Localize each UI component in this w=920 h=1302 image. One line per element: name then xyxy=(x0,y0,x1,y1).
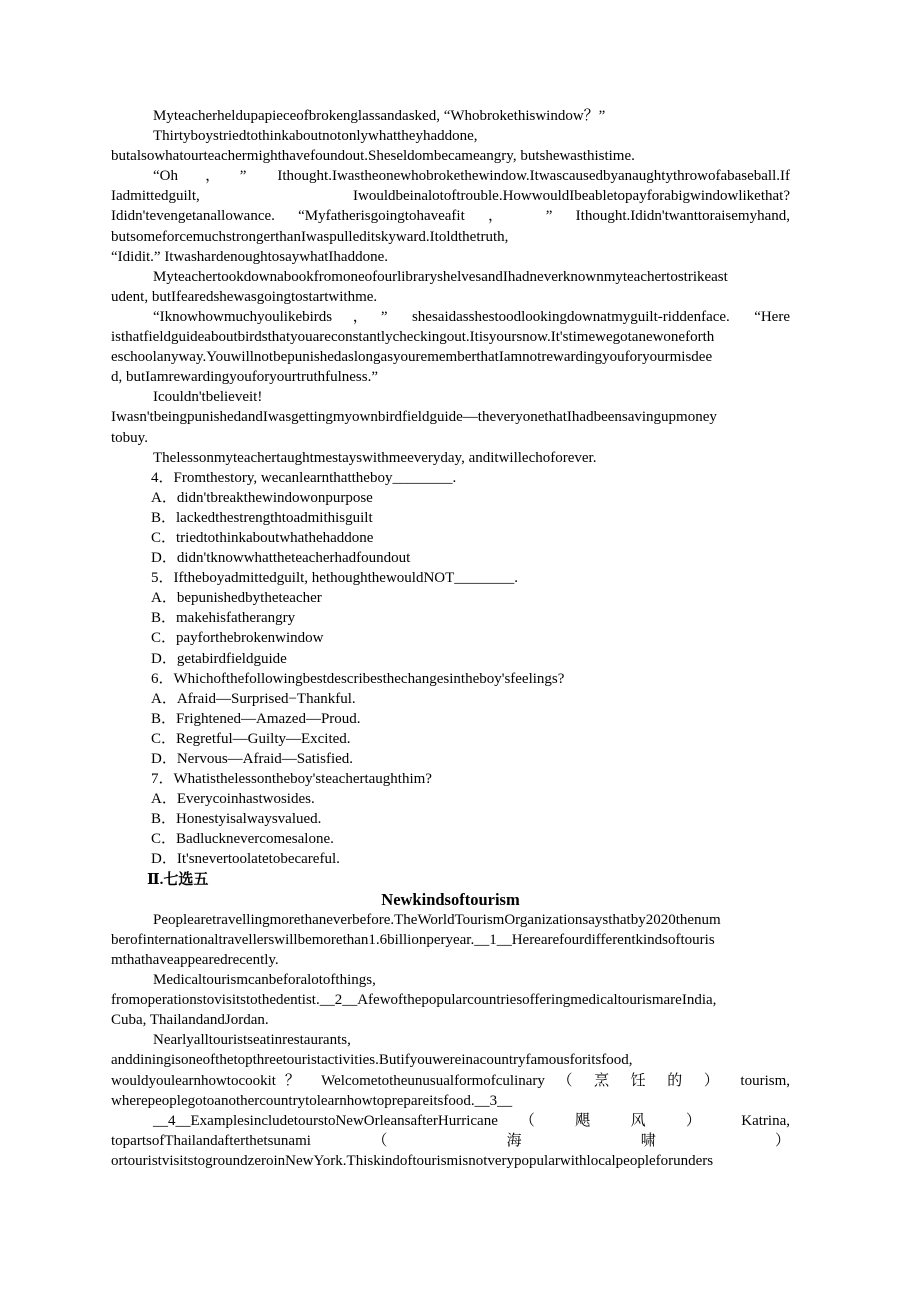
document-body xyxy=(111,106,790,1171)
text-line: wouldyoulearnhowtocookit？ Welcometotheunusualformofculinary （ 烹 饪 的 ） tourism, xyxy=(111,1072,790,1089)
text-line: Ididn'tevengetanallowance. “Myfatherisgoingtohaveafit ， ” Ithought.Ididn'twanttoraisemyhand, xyxy=(111,208,790,225)
text-line: 5．Iftheboyadmittedguilt, hethoughthewouldNOT________. xyxy=(151,570,519,587)
text-line: tobuy. xyxy=(111,429,148,446)
text-line: B．Honestyisalwaysvalued. xyxy=(151,811,322,828)
text-line: eschoolanyway.YouwillnotbepunishedaslongasyourememberthatIamnotrewardingyouforyourmisdee xyxy=(111,349,713,366)
text-line: isthatfieldguideaboutbirdsthatyouareconstantlycheckingout.Itisyoursnow.It'stimewegotanewoneforth xyxy=(111,329,715,346)
text-line: Medicaltourismcanbeforalotofthings, xyxy=(153,972,376,989)
text-line: fromoperationstovisitstothedentist.__2__AfewofthepopularcountriesofferingmedicaltourismareIndia, xyxy=(111,992,717,1009)
text-line: Thirtyboystriedtothinkaboutnotonlywhattheyhaddone, xyxy=(153,128,478,145)
text-line: mthathaveappearedrecently. xyxy=(111,951,279,968)
text-line: A．Afraid—Surprised−Thankful. xyxy=(151,690,356,707)
text-line: A．bepunishedbytheteacher xyxy=(151,590,322,607)
text-line: A．Everycoinhastwosides. xyxy=(151,791,315,808)
text-line: C．payforthebrokenwindow xyxy=(151,630,324,647)
text-line: D．getabirdfieldguide xyxy=(151,650,287,667)
text-line: C．triedtothinkaboutwhathehaddone xyxy=(151,529,374,546)
text-line: Myteacherheldupapieceofbrokenglassandasked, “Whobrokethiswindow？” xyxy=(153,108,606,124)
text-line: udent, butIfearedshewasgoingtostartwithme. xyxy=(111,288,378,305)
text-line: 6．Whichofthefollowingbestdescribesthechangesintheboy'sfeelings? xyxy=(151,670,565,687)
text-line: “Iknowhowmuchyoulikebirds，” shesaidasshestoodlookingdownatmyguilt-riddenface. “Here xyxy=(153,308,790,325)
text-line: A．didn'tbreakthewindowonpurpose xyxy=(151,489,373,506)
text-line: B．Frightened—Amazed—Proud. xyxy=(151,710,361,727)
text-line: “Ididit.” ItwashardenoughtosaywhatIhaddone. xyxy=(111,248,388,265)
text-line: D．didn'tknowwhattheteacherhadfoundout xyxy=(151,550,411,567)
text-line: topartsofThailandafterthetsunami （ 海 啸 ） xyxy=(111,1132,790,1149)
text-line: D．It'snevertoolatetobecareful. xyxy=(151,851,340,868)
text-line: anddiningisoneofthetopthreetouristactivities.Butifyouwereinacountryfamousforitsfood, xyxy=(111,1052,633,1069)
text-line: d, butIamrewardingyouforyourtruthfulness.” xyxy=(111,369,379,386)
text-line: 7．Whatisthelessontheboy'steachertaughthim? xyxy=(151,771,432,788)
text-line: Iwasn'tbeingpunishedandIwasgettingmyownbirdfieldguide—theveryonethatIhadbeensavingupmoney xyxy=(111,409,717,426)
text-line: Ⅱ.七选五 xyxy=(147,871,209,888)
text-line: MyteachertookdownabookfromoneofourlibraryshelvesandIhadneverknownmyteachertostrikeast xyxy=(153,268,728,285)
text-line: Thelessonmyteachertaughtmestayswithmeeveryday, anditwillechoforever. xyxy=(153,449,597,466)
text-line: 4．Fromthestory, wecanlearnthattheboy________. xyxy=(151,469,457,486)
text-line: butalsowhatourteachermighthavefoundout.Sheseldombecameangry, butshewasthistime. xyxy=(111,148,635,165)
text-line: Cuba, ThailandandJordan. xyxy=(111,1012,269,1029)
text-line: __4__ExamplesincludetourstoNewOrleansafterHurricane （ 飓 风 ） Katrina, xyxy=(153,1112,790,1129)
text-line: Newkindsoftourism xyxy=(381,889,520,909)
text-line: ortouristvisitstogroundzeroinNewYork.Thiskindoftourismisnotverypopularwithlocalpeopleforunders xyxy=(111,1152,714,1169)
text-line: D．Nervous—Afraid—Satisfied. xyxy=(151,751,354,767)
text-line: Nearlyalltouristseatinrestaurants, xyxy=(153,1032,351,1049)
text-line: Iadmittedguilt, Iwouldbeinalotoftrouble.HowwouldIbeabletopayforabigwindowlikethat? xyxy=(111,188,790,205)
text-line: butsomeforcemuchstrongerthanIwaspulleditskyward.Itoldthetruth, xyxy=(111,228,509,245)
text-line: “Oh，” Ithought.Iwastheonewhobrokethewindow.Itwascausedbyanaughtythrowofabaseball.If xyxy=(153,168,790,185)
text-line: Peoplearetravellingmorethaneverbefore.TheWorldTourismOrganizationsaysthatby2020thenum xyxy=(153,911,721,928)
text-line: C．Badlucknevercomesalone. xyxy=(151,831,334,848)
text-line: B．makehisfatherangry xyxy=(151,610,296,627)
text-line: wherepeoplegotoanothercountrytolearnhowtoprepareitsfood.__3__ xyxy=(111,1092,513,1109)
text-line: berofinternationaltravellerswillbemorethan1.6billionperyear.__1__Herearefourdifferentkindsoftouris xyxy=(111,931,715,948)
text-line: C．Regretful—Guilty—Excited. xyxy=(151,730,351,747)
text-line: Icouldn'tbelieveit! xyxy=(153,389,263,406)
text-line: B．lackedthestrengthtoadmithisguilt xyxy=(151,509,373,526)
